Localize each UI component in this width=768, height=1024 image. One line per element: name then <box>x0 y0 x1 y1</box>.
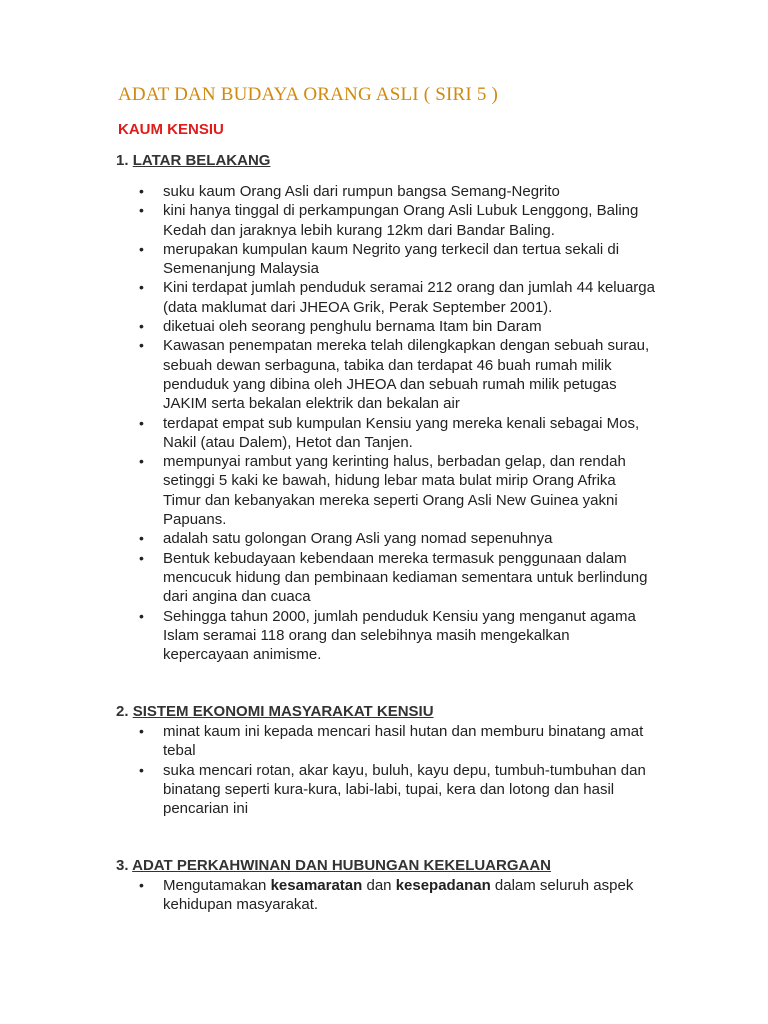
list-item: • minat kaum ini kepada mencari hasil hutan dan memburu binatang amat tebal <box>137 722 657 761</box>
list-item <box>137 876 657 915</box>
section-3-number: 3. <box>116 857 129 874</box>
section-1-title: LATAR BELAKANG <box>132 152 271 169</box>
list-item: • merupakan kumpulan kaum Negrito yang terkecil dan tertua sekali di Semenanjung Malaysia <box>137 240 657 279</box>
section-2-heading <box>116 703 434 720</box>
list-item: • suka mencari rotan, akar kayu, buluh, kayu depu, tumbuh-tumbuhan dan binatang seperti kura-kura, labi-labi, tupai, kera dan lotong dan hasil pencarian ini <box>137 761 657 819</box>
list-item: • mempunyai rambut yang kerinting halus, berbadan gelap, dan rendah setinggi 5 kaki ke bawah, hidung lebar mata bulat mirip Orang Afrika Timur dan kebanyakan mereka seperti Orang Asli New Guinea yakni Papuans. <box>137 452 657 529</box>
list-item: • Sehingga tahun 2000, jumlah penduduk Kensiu yang menganut agama Islam seramai 118 orang dan selebihnya masih mengekalkan kepercayaan animisme. <box>137 607 657 665</box>
section-3-title: ADAT PERKAHWINAN DAN HUBUNGAN KEKELUARGAAN <box>132 857 552 874</box>
section-2-number: 2. <box>116 703 129 720</box>
section-2-title: SISTEM EKONOMI MASYARAKAT KENSIU <box>132 703 434 720</box>
list-item-text: Mengutamakan <box>163 877 271 894</box>
list-item: • Bentuk kebudayaan kebendaan mereka termasuk penggunaan dalam mencucuk hidung dan pembinaan kediaman sementara untuk berlindung dari angina dan cuaca <box>137 549 657 607</box>
list-item-text: dan <box>362 877 396 894</box>
list-item: • diketuai oleh seorang penghulu bernama Itam bin Daram <box>137 317 657 336</box>
section-1-heading <box>116 152 270 169</box>
document-subtitle: KAUM KENSIU <box>118 121 224 138</box>
section-2-list <box>137 722 657 818</box>
section-1-number: 1. <box>116 152 129 169</box>
document-title: ADAT DAN BUDAYA ORANG ASLI ( SIRI 5 ) <box>118 84 499 105</box>
list-item: • suku kaum Orang Asli dari rumpun bangsa Semang-Negrito <box>137 182 657 201</box>
section-1-list <box>137 182 657 664</box>
list-item: • adalah satu golongan Orang Asli yang nomad sepenuhnya <box>137 529 657 548</box>
list-item-text: dalam seluruh aspek kehidupan masyarakat. <box>163 877 634 914</box>
list-item: • Kawasan penempatan mereka telah dilengkapkan dengan sebuah surau, sebuah dewan serbaguna, tabika dan terdapat 46 buah rumah milik penduduk yang dibina oleh JHEOA dan sebuah rumah milik petugas JAKIM serta bekalan elektrik dan bekalan air <box>137 336 657 413</box>
list-item: • Kini terdapat jumlah penduduk seramai 212 orang dan jumlah 44 keluarga (data maklumat dari JHEOA Grik, Perak September 2001). <box>137 278 657 317</box>
list-item: • kini hanya tinggal di perkampungan Orang Asli Lubuk Lenggong, Baling Kedah dan jaraknya lebih kurang 12km dari Bandar Baling. <box>137 201 657 240</box>
section-3-list <box>137 876 657 915</box>
section-3-heading <box>116 857 551 874</box>
bold-term-kesepadanan: kesepadanan <box>395 877 491 894</box>
bold-term-kesamaratan: kesamaratan <box>270 877 363 894</box>
list-item: • terdapat empat sub kumpulan Kensiu yang mereka kenali sebagai Mos, Nakil (atau Dalem), Hetot dan Tanjen. <box>137 414 657 453</box>
